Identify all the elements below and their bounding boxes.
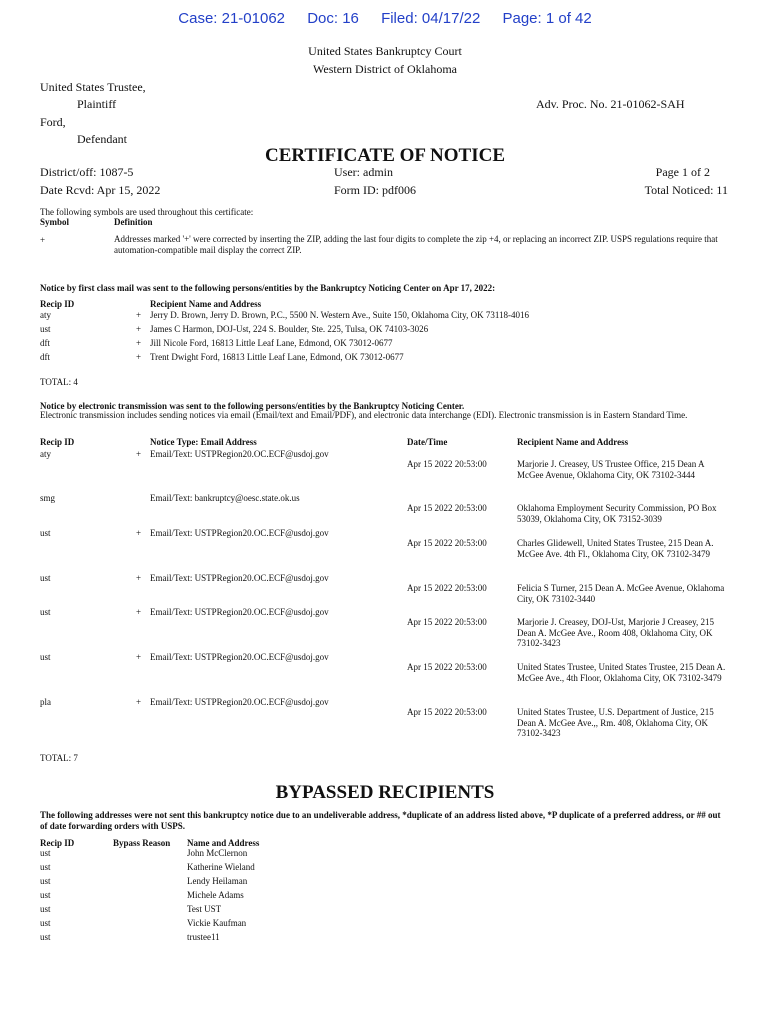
meta-page: Page 1 of 2 (655, 165, 710, 179)
electronic-row-date: Apr 15 2022 20:53:00 (407, 617, 487, 627)
electronic-row-email: Email/Text: bankruptcy@oesc.state.ok.us (150, 493, 300, 503)
electronic-row-id: ust (40, 607, 51, 617)
bypassed-title: BYPASSED RECIPIENTS (275, 782, 495, 803)
mail-heading: Notice by first class mail was sent to the following persons/entities by the Bankruptcy Noticing Center on Apr 17, 2022: (40, 283, 496, 293)
electronic-row-email: Email/Text: USTPRegion20.OC.ECF@usdoj.gov (150, 573, 329, 583)
symbol-plus: + (40, 235, 46, 245)
district-office: District/off: 1087-5 (40, 165, 134, 179)
defendant-role: Defendant (77, 132, 127, 146)
electronic-row-email: Email/Text: USTPRegion20.OC.ECF@usdoj.gov (150, 652, 329, 662)
banner-page: Page: 1 of 42 (502, 10, 592, 27)
electronic-total: TOTAL: 7 (40, 753, 78, 763)
bypassed-row-id: ust (40, 876, 51, 886)
bypassed-row-id: ust (40, 890, 51, 900)
symbols-col-symbol: Symbol (40, 217, 70, 227)
electronic-row-date: Apr 15 2022 20:53:00 (407, 583, 487, 593)
mail-row-id: aty (40, 310, 51, 320)
bypassed-row-name: Lendy Heilaman (187, 876, 248, 886)
document-title: CERTIFICATE OF NOTICE (264, 145, 506, 166)
electronic-col-name: Recipient Name and Address (517, 437, 629, 447)
bypassed-row-id: ust (40, 918, 51, 928)
electronic-row-recipient: United States Trustee, United States Trustee, 215 Dean A. McGee Ave., 4th Floor, Oklahoma City, OK 73102-3479 (517, 662, 726, 683)
electronic-row-id: ust (40, 652, 51, 662)
bypassed-row-id: ust (40, 932, 51, 942)
electronic-row-mark: + (136, 528, 142, 538)
electronic-row-id: aty (40, 449, 51, 459)
electronic-row-email: Email/Text: USTPRegion20.OC.ECF@usdoj.gov (150, 449, 329, 459)
mail-col-id: Recip ID (40, 299, 75, 309)
electronic-row-recipient: United States Trustee, U.S. Department of Justice, 215 Dean A. McGee Ave.,, Rm. 408, Oklahoma City, OK 73102-3423 (517, 707, 714, 738)
electronic-row-id: smg (40, 493, 56, 503)
mail-total: TOTAL: 4 (40, 377, 78, 387)
court-name: United States Bankruptcy Court (308, 44, 462, 58)
user: User: admin (334, 165, 393, 179)
electronic-row-recipient: Oklahoma Employment Security Commission, PO Box 53039, Oklahoma City, OK 73152-3039 (517, 503, 717, 524)
symbols-intro: The following symbols are used throughout this certificate: (40, 207, 254, 217)
mail-row-address: James C Harmon, DOJ-Ust, 224 S. Boulder, Ste. 225, Tulsa, OK 74103-3026 (150, 324, 429, 334)
electronic-row-date: Apr 15 2022 20:53:00 (407, 538, 487, 548)
symbol-definition: Addresses marked '+' were corrected by inserting the ZIP, adding the last four digits to complete the zip +4, or replacing an incorrect ZIP. USPS regulations require that automation-compatible mail display the correct ZIP. (114, 234, 718, 255)
electronic-row-mark: + (136, 697, 142, 707)
mail-row-mark: + (136, 352, 142, 362)
mail-row-id: dft (40, 352, 50, 362)
electronic-row-date: Apr 15 2022 20:53:00 (407, 503, 487, 513)
bypassed-row-name: Michele Adams (187, 890, 244, 900)
plaintiff-role: Plaintiff (77, 97, 117, 111)
electronic-row-mark: + (136, 652, 142, 662)
electronic-row-date: Apr 15 2022 20:53:00 (407, 459, 487, 469)
electronic-col-id: Recip ID (40, 437, 75, 447)
total-noticed: Total Noticed: 11 (644, 183, 728, 197)
electronic-row-mark: + (136, 573, 142, 583)
mail-row-address: Jill Nicole Ford, 16813 Little Leaf Lane, Edmond, OK 73012-0677 (150, 338, 393, 348)
bypassed-row-name: John McClernon (187, 848, 248, 858)
electronic-heading: Notice by electronic transmission was sent to the following persons/entities by the Bankruptcy Noticing Center. (40, 401, 465, 411)
symbols-col-definition: Definition (114, 217, 153, 227)
banner-doc: Doc: 16 (307, 10, 359, 27)
bypassed-row-name: Test UST (187, 904, 222, 914)
bypassed-col-reason: Bypass Reason (113, 838, 171, 848)
electronic-col-date: Date/Time (407, 437, 448, 447)
mail-row-mark: + (136, 338, 142, 348)
electronic-row-recipient: Charles Glidewell, United States Trustee, 215 Dean A. McGee Ave. 4th Fl., Oklahoma City, OK 73102-3479 (517, 538, 714, 559)
electronic-row-email: Email/Text: USTPRegion20.OC.ECF@usdoj.gov (150, 697, 329, 707)
bypassed-col-id: Recip ID (40, 838, 75, 848)
bypassed-row-id: ust (40, 904, 51, 914)
mail-col-name: Recipient Name and Address (150, 299, 262, 309)
electronic-note: Electronic transmission includes sending notices via email (Email/text and Email/PDF), and electronic data interchange (EDI). Electronic transmission is in Eastern Standard Time. (40, 410, 688, 420)
banner-case: Case: 21-01062 (178, 10, 286, 27)
bypassed-row-id: ust (40, 862, 51, 872)
electronic-row-mark: + (136, 607, 142, 617)
electronic-row-date: Apr 15 2022 20:53:00 (407, 707, 487, 717)
bypassed-row-id: ust (40, 848, 51, 858)
electronic-row-recipient: Marjorie J. Creasey, DOJ-Ust, Marjorie J Creasey, 215 Dean A. McGee Ave., Room 408, Oklahoma City, OK 73102-3423 (517, 617, 715, 648)
bypassed-row-name: Vickie Kaufman (187, 918, 247, 928)
electronic-row-date: Apr 15 2022 20:53:00 (407, 662, 487, 672)
mail-row-mark: + (136, 310, 142, 320)
case-banner (0, 10, 770, 27)
electronic-row-email: Email/Text: USTPRegion20.OC.ECF@usdoj.gov (150, 607, 329, 617)
defendant-name: Ford, (40, 115, 66, 129)
banner-filed: Filed: 04/17/22 (381, 10, 481, 27)
mail-row-mark: + (136, 324, 142, 334)
court-district: Western District of Oklahoma (313, 62, 457, 76)
electronic-row-id: ust (40, 528, 51, 538)
bypassed-row-name: trustee11 (187, 932, 220, 942)
electronic-row-id: ust (40, 573, 51, 583)
adv-proc-number: Adv. Proc. No. 21-01062-SAH (536, 97, 685, 111)
bypassed-col-name: Name and Address (187, 838, 260, 848)
mail-row-id: dft (40, 338, 50, 348)
date-received: Date Rcvd: Apr 15, 2022 (40, 183, 161, 197)
mail-row-address: Trent Dwight Ford, 16813 Little Leaf Lane, Edmond, OK 73012-0677 (150, 352, 404, 362)
electronic-row-recipient: Marjorie J. Creasey, US Trustee Office, 215 Dean A McGee Avenue, Oklahoma City, OK 73102-3444 (517, 459, 704, 480)
electronic-col-type: Notice Type: Email Address (150, 437, 257, 447)
bypassed-note: The following addresses were not sent this bankruptcy notice due to an undeliverable address, *duplicate of an address listed above, *P duplicate of a preferred address, or ## out of date forwarding orders with USPS. (40, 810, 721, 831)
mail-row-id: ust (40, 324, 51, 334)
form-id: Form ID: pdf006 (334, 183, 416, 197)
bypassed-row-name: Katherine Wieland (187, 862, 255, 872)
electronic-row-id: pla (40, 697, 51, 707)
electronic-row-email: Email/Text: USTPRegion20.OC.ECF@usdoj.gov (150, 528, 329, 538)
mail-row-address: Jerry D. Brown, Jerry D. Brown, P.C., 5500 N. Western Ave., Suite 150, Oklahoma City, OK 73118-4016 (150, 310, 529, 320)
plaintiff-name: United States Trustee, (40, 80, 146, 94)
electronic-row-recipient: Felicia S Turner, 215 Dean A. McGee Avenue, Oklahoma City, OK 73102-3440 (517, 583, 725, 604)
electronic-row-mark: + (136, 449, 142, 459)
